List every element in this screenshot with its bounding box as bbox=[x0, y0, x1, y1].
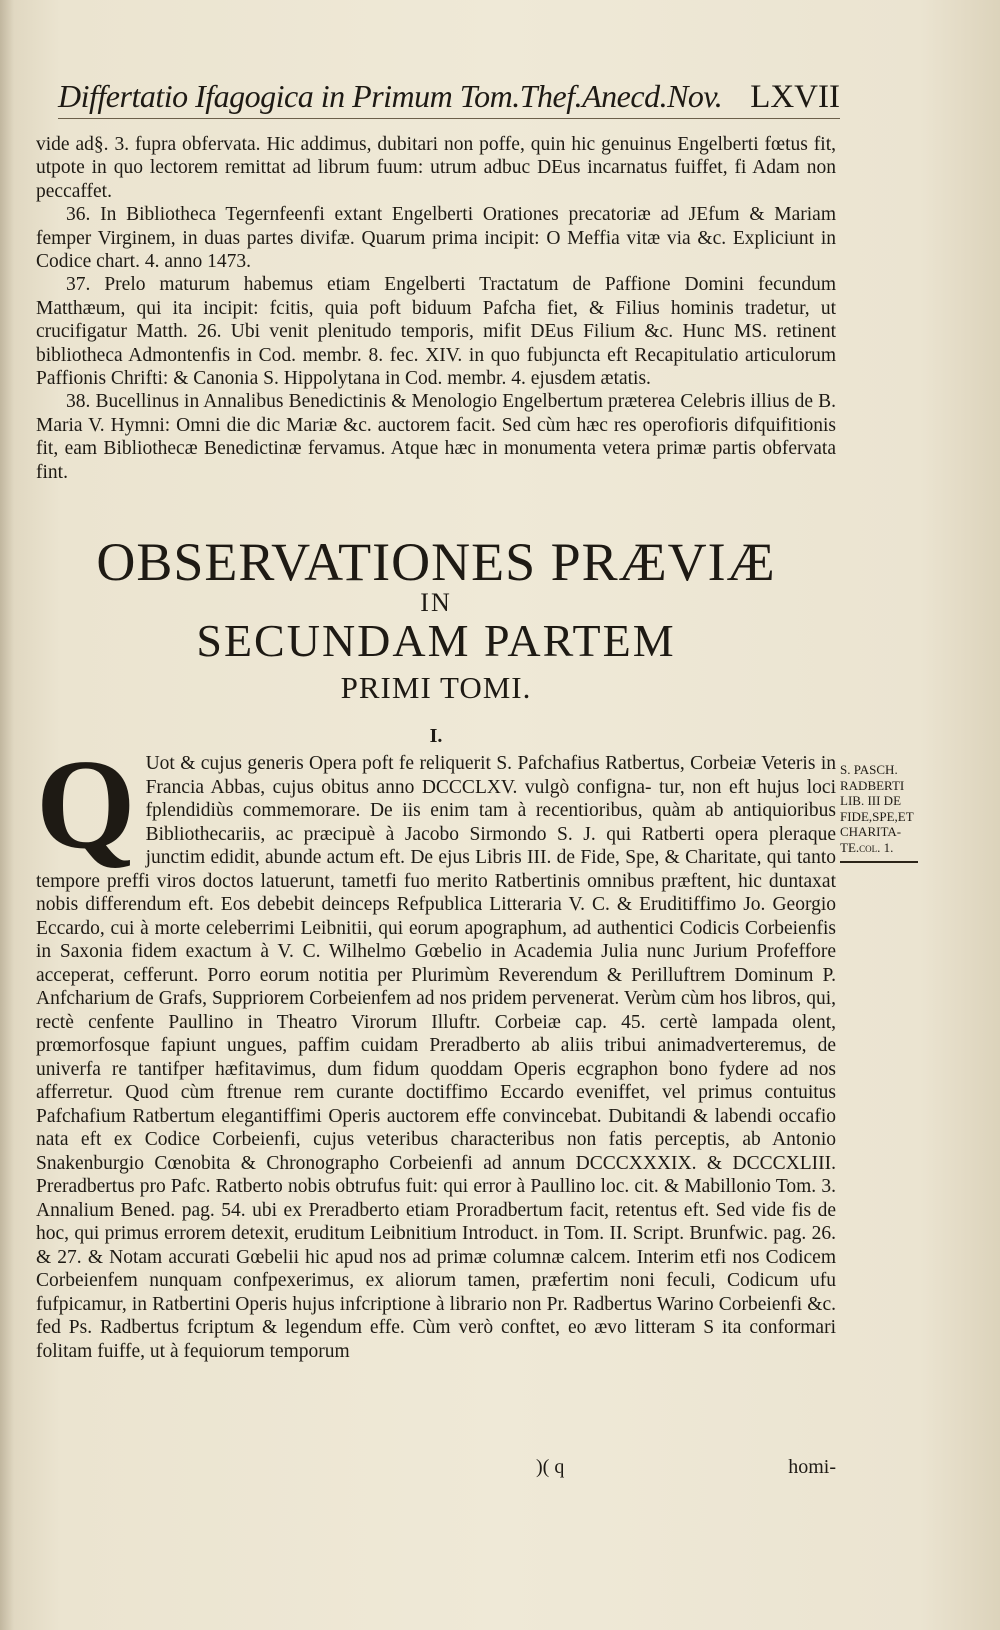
margin-note-line: RADBERTI bbox=[840, 777, 905, 793]
running-title: Differtatio Ifagogica in Primum Tom.Thef.Anecd.Nov. bbox=[58, 78, 723, 114]
upper-text-block bbox=[36, 133, 836, 484]
page-number: LXVII bbox=[750, 79, 840, 115]
margin-rule bbox=[840, 861, 918, 863]
margin-note-line: CHARITA- bbox=[840, 824, 902, 839]
signature-mark: )( q bbox=[536, 1456, 565, 1478]
section-number: I. bbox=[429, 725, 443, 747]
paragraph: 37. Prelo maturum habemus etiam Engelberti Tractatum de Paffione Domini fecundum Matthæum, qui ita incipit: fcitis, quia poft biduum Pafcha fiet, & Filius hominis tradetur, ut crucifigatur Matth. 26. Ubi venit plenitudo temporis, mifit DEus Filium &c. Hunc MS. retinent bibliotheca Admontenfis in Cod. membr. 8. fec. XIV. in quo fubjuncta eft Recapitulatio articulorum Paffionis Chrifti: & Canonia S. Hippolytana in Cod. membr. 4. ejusdem ætatis. bbox=[36, 274, 836, 390]
margin-note-line: TE.col. 1. bbox=[840, 839, 894, 855]
drop-cap: Q bbox=[36, 733, 136, 875]
catchword: homi- bbox=[788, 1456, 836, 1478]
section-title-line-2: IN bbox=[420, 588, 452, 617]
margin-note-line: S. PASCH. bbox=[840, 762, 898, 777]
margin-note-line: LIB. III DE bbox=[840, 793, 902, 808]
paragraph: 38. Bucellinus in Annalibus Benedictinis & Menologio Engelbertum præterea Celebris illius de B. Maria V. Hymni: Omni die dic Mariæ &c. auctorem facit. Sed cùm hæc res operofioris difquifitionis fit, eam Bibliothecæ Benedictinæ fervamus. Atque hæc in monumenta vetera primæ partis obfervata fint. bbox=[36, 391, 836, 483]
marginal-note bbox=[840, 762, 940, 863]
running-header bbox=[58, 78, 840, 119]
main-text-block bbox=[36, 733, 836, 1363]
margin-note-line: FIDE,SPE,ET bbox=[840, 808, 914, 824]
section-title-line-3: SECUNDAM PARTEM bbox=[196, 615, 676, 666]
page-edge-shadow bbox=[0, 0, 14, 1630]
section-title-line-4: PRIMI TOMI. bbox=[340, 670, 532, 705]
paragraph: 36. In Bibliotheca Tegernfeenfi extant Engelberti Orationes precatoriæ ad JEfum & Mariam femper Virginem, in duas partes divifæ. Quarum prima incipit: O Meffia vitæ via &c. Expliciunt in Codice chart. 4. anno 1473. bbox=[36, 204, 836, 273]
page-footer bbox=[36, 1456, 836, 1479]
paragraph: vide ad§. 3. fupra obfervata. Hic addimus, dubitari non poffe, quin hic genuinus Engelberti fœtus fit, utpote in quo lectorem remittat ad librum fuum: utrum adbuc DEus incarnatus fuiffet, fi Adam non peccaffet. bbox=[36, 134, 836, 202]
section-title-line-1: OBSERVATIONES PRÆVIÆ bbox=[96, 532, 776, 592]
main-paragraph: Uot & cujus generis Opera poft fe reliquerit S. Pafchafius Ratbertus, Corbeiæ Veteris in Francia Abbas, cujus obitus anno DCCCLXV. vulgò configna- tur, non eft hujus loci fplendidiùs commemorare. De iis enim tam à recentioribus, quàm ab antiquioribus Bibliothecariis, ac præcipuè à Jacobo Sirmondo S. J. qui Ratberti opera pleraque junctim edidit, abunde actum eft. De ejus Libris III. de Fide, Spe, & Charitate, qui tanto tempore preffi viros doctos latuerunt, tametfi fuo merito Ratbertinis omnibus præftent, hic duntaxat nobis differendum eft. Eos debebit deinceps Refpublica Litteraria V. C. & Eruditiffimo Jo. Georgio Eccardo, cui à morte celeberrimi Leibnitii, qui eorum apographum, ad authentici Codicis Corbeienfis in Saxonia fidem exactum à V. C. Wilhelmo Gœbelio in Academia Julia nunc Jurium Profeffore acceperat, cefferunt. Porro eorum notitia per Plurimùm Reverendum & Perilluftrem Dominum P. Anfcharium de Grafs, Suppriorem Corbeienfem ad nos pridem pervenerat. Verùm cùm hos libros, qui, rectè cenfente Paullino in Theatro Virorum Illuftr. Corbeiæ cap. 45. certè lampada olent, prœmorfosque fapiunt ungues, paffim cuidam Preradberto ab aliis tribui animadverteremus, de univerfa re tantifper hæfitavimus, dum fidum quoddam Operis ecgraphon bono fydere ad nos afferretur. Quod cùm ftrenue rem curante doctiffimo Eccardo eveniffet, vel primus contuitus Pafchafium Ratbertum elegantiffimi Operis auctorem effe convincebat. Dubitandi & labendi occafio nata eft ex Codice Corbeienfi, cujus veteribus characteribus non fatis perceptis, ab Antonio Snakenburgio Cœnobita & Chronographo Corbeienfi ad annum DCCCXXXIX. & DCCCXLIII. Preradbertus pro Pafc. Ratberto nobis obtrufus fuit: qui error à Paullino loc. cit. & Mabillonio Tom. 3. Annalium Bened. pag. 54. ubi ex Preradberto etiam Proradbertum facit, retentus eft. Sed vide fis de hoc, qui primus errorem detexit, eruditum Leibnitium Introduct. in Tom. II. Script. Brunfwic. pag. 26. & 27. & Notam accurati Gœbelii hic apud nos ad primæ columnæ calcem. Interim etfi nos Codicem Corbeienfem nunquam confpexerimus, ex aliorum tamen, præfertim noni feculi, Codicum ufu fufpicamur, in Ratbertini Operis hujus infcriptione à librario non Pr. Radbertus Warino Corbeienfi &c. fed Ps. Radbertus fcriptum & legendum effe. Cùm verò conftet, eo ævo litteram S ita conformari folitam fuiffe, ut à fequiorum temporum bbox=[36, 753, 836, 1362]
